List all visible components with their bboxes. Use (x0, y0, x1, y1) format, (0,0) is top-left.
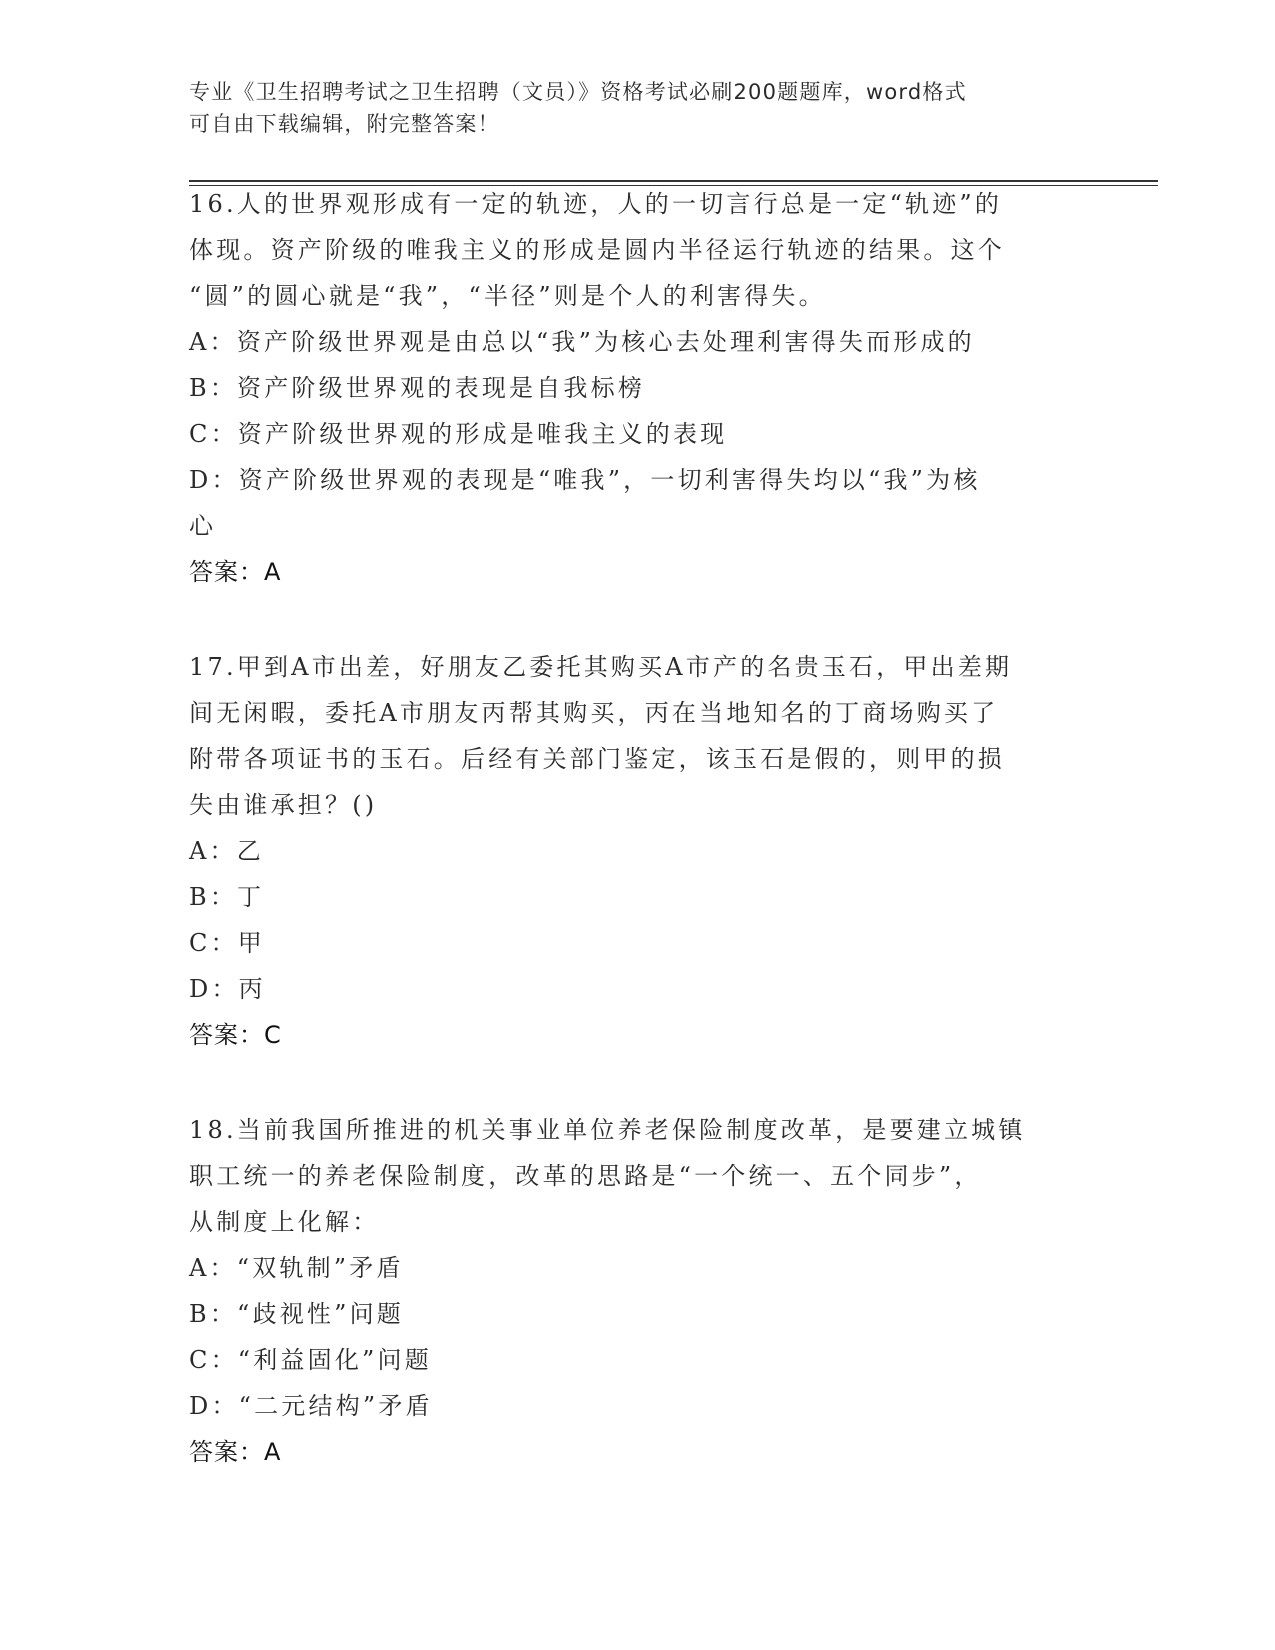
option-d: D：丙 (189, 975, 266, 1003)
question-stem-line: 16.人的世界观形成有一定的轨迹，人的一切言行总是一定“轨迹”的 (189, 190, 1003, 218)
header-line-1: 专业《卫生招聘考试之卫生招聘（文员）》资格考试必刷200题题库，word格式 (189, 80, 967, 104)
question-17 (189, 644, 1089, 1058)
option-b: B：丁 (189, 883, 265, 911)
option-d-continuation: 心 (189, 512, 217, 540)
answer-line: 答案：C (189, 1021, 282, 1049)
header-line-2: 可自由下载编辑，附完整答案！ (189, 112, 500, 136)
option-a: A：资产阶级世界观是由总以“我”为核心去处理利害得失而形成的 (189, 328, 975, 356)
question-stem-line: 附带各项证书的玉石。后经有关部门鉴定，该玉石是假的，则甲的损 (189, 745, 1005, 773)
question-stem-line: “圆”的圆心就是“我”，“半径”则是个人的利害得失。 (189, 282, 826, 310)
option-c: C：“利益固化”问题 (189, 1346, 432, 1374)
option-a: A：“双轨制”矛盾 (189, 1254, 404, 1282)
option-c: C：甲 (189, 929, 265, 957)
question-stem-line: 间无闲暇，委托A市朋友丙帮其购买，丙在当地知名的丁商场购买了 (189, 699, 999, 727)
question-stem-line: 失由谁承担？() (189, 791, 378, 819)
question-stem-line: 体现。资产阶级的唯我主义的形成是圆内半径运行轨迹的结果。这个 (189, 236, 1005, 264)
question-stem-line: 18.当前我国所推进的机关事业单位养老保险制度改革，是要建立城镇 (189, 1116, 1026, 1144)
question-stem-line: 职工统一的养老保险制度，改革的思路是“一个统一、五个同步”， (189, 1162, 982, 1190)
answer-line: 答案：A (189, 1438, 282, 1466)
option-b: B：“歧视性”问题 (189, 1300, 404, 1328)
question-stem-line: 17.甲到A市出差，好朋友乙委托其购买A市产的名贵玉石，甲出差期 (189, 653, 1013, 681)
document-header (189, 76, 1089, 140)
option-d: D：“二元结构”矛盾 (189, 1392, 433, 1420)
option-d: D：资产阶级世界观的表现是“唯我”，一切利害得失均以“我”为核 (189, 466, 981, 494)
option-c: C：资产阶级世界观的形成是唯我主义的表现 (189, 420, 728, 448)
question-16 (189, 181, 1089, 595)
question-18 (189, 1107, 1089, 1475)
question-stem-line: 从制度上化解： (189, 1208, 380, 1236)
option-b: B：资产阶级世界观的表现是自我标榜 (189, 374, 646, 402)
answer-line: 答案：A (189, 558, 282, 586)
option-a: A：乙 (189, 837, 264, 865)
